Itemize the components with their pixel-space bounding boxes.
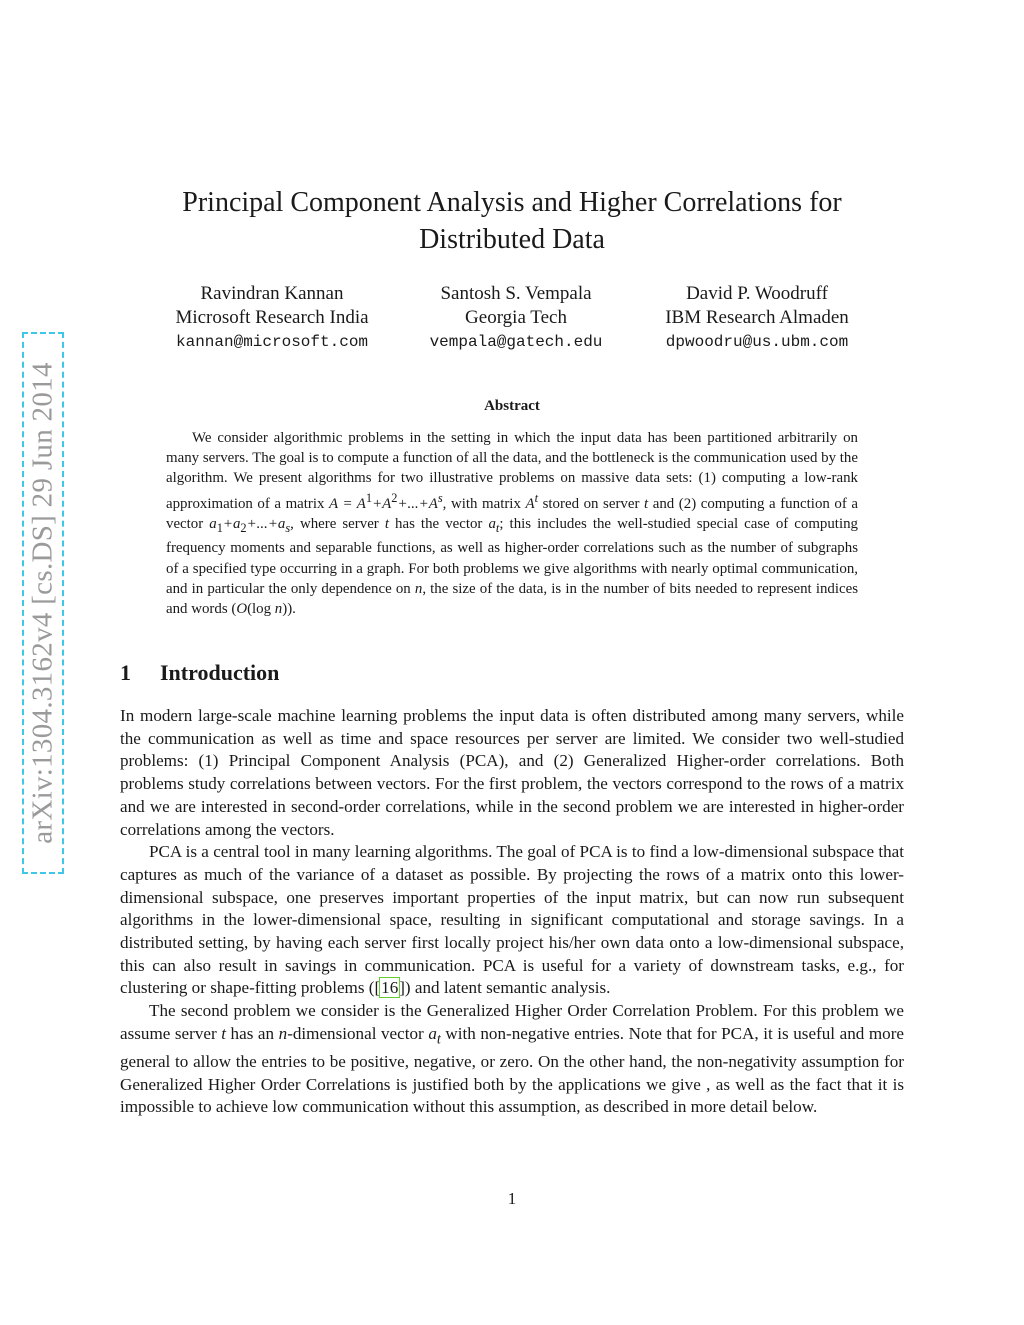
author-block [396, 282, 636, 354]
author-affiliation: Microsoft Research India [175, 307, 369, 328]
abstract-text: We consider algorithmic problems in the setting in which the input data has been partitioned arbitrarily on many servers. The goal is to compute a function of all the data, and the bottleneck is the communication used by the algorithm. We present algorithms for two illustrative problems on massive data sets: (1) computing a low-rank approximation of a matrix $A = A^1+A^2+...+A^s$, with matrix $A^t$ stored on server t and (2) computing a function of a vector $a_1+a_2+...+a_s$, where server t has the vector $a_t$; this includes the well-studied special case of computing frequency moments and separable functions, as well as higher-order correlations such as the number of subgraphs of a specified type occurring in a graph. For both problems we give algorithms with nearly optimal communication, and in particular the only dependence on n, the size of the data, is in the number of bits needed to represent indices and words (O(log n)). [166, 430, 858, 617]
author-name: David P. Woodruff [686, 283, 828, 304]
author-block [152, 282, 392, 354]
author-email: vempala@gatech.edu [429, 333, 603, 351]
paper-title: Principal Component Analysis and Higher Correlations for Distributed Data [182, 187, 842, 255]
section-title: Introduction [160, 660, 280, 685]
section-number: 1 [120, 660, 131, 685]
paragraph: In modern large-scale machine learning problems the input data is often distributed among many servers, while the communication as well as time and space resources per server are limited. We consider two well-studied problems: (1) Principal Component Analysis (PCA), and (2) Generalized Higher-order correlations. Both problems study correlations between vectors. For the first problem, the vectors correspond to the rows of a matrix and we are interested in second-order correlations, while in the second problem we are interested in higher-order correlations among the vectors. [120, 706, 904, 839]
author-email: kannan@microsoft.com [175, 333, 369, 351]
author-block [637, 282, 877, 354]
author-affiliation: Georgia Tech [465, 307, 567, 328]
paragraph: PCA is a central tool in many learning algorithms. The goal of PCA is to find a low-dimensional subspace that captures as much of the variance of a dataset as possible. By projecting the rows of a matrix onto this lower-dimensional subspace, one preserves important properties of the input matrix, but can now run subsequent algorithms in the lower-dimensional space, resulting in significant computational and storage savings. In a distributed setting, by having each server first locally project his/her own data onto a low-dimensional subspace, this can also result in savings in communication. PCA is useful for a variety of downstream tasks, e.g., for clustering or shape-fitting problems ([16]) and latent semantic analysis. [120, 842, 904, 998]
page-number: 1 [507, 1189, 517, 1208]
author-name: Santosh S. Vempala [440, 283, 592, 304]
author-email: dpwoodru@us.ubm.com [665, 333, 849, 351]
abstract-heading: Abstract [484, 398, 540, 414]
citation-link[interactable]: 16 [381, 978, 399, 998]
section-body [120, 705, 904, 1119]
section-heading [120, 660, 279, 686]
paragraph: The second problem we consider is the Generalized Higher Order Correlation Problem. For this problem we assume server t has an n-dimensional vector $a_t$ with non-negative entries. Note that for PCA, it is useful and more general to allow the entries to be positive, negative, or zero. On the other hand, the non-negativity assumption for Generalized Higher Order Correlations is justified both by the applications we give , as well as the fact that it is impossible to achieve low communication without this assumption, as described in more detail below. [120, 1001, 904, 1117]
arxiv-identifier: arXiv:1304.3162v4 [cs.DS] 29 Jun 2014 [26, 362, 59, 844]
author-affiliation: IBM Research Almaden [665, 307, 849, 328]
author-name: Ravindran Kannan [200, 283, 344, 304]
